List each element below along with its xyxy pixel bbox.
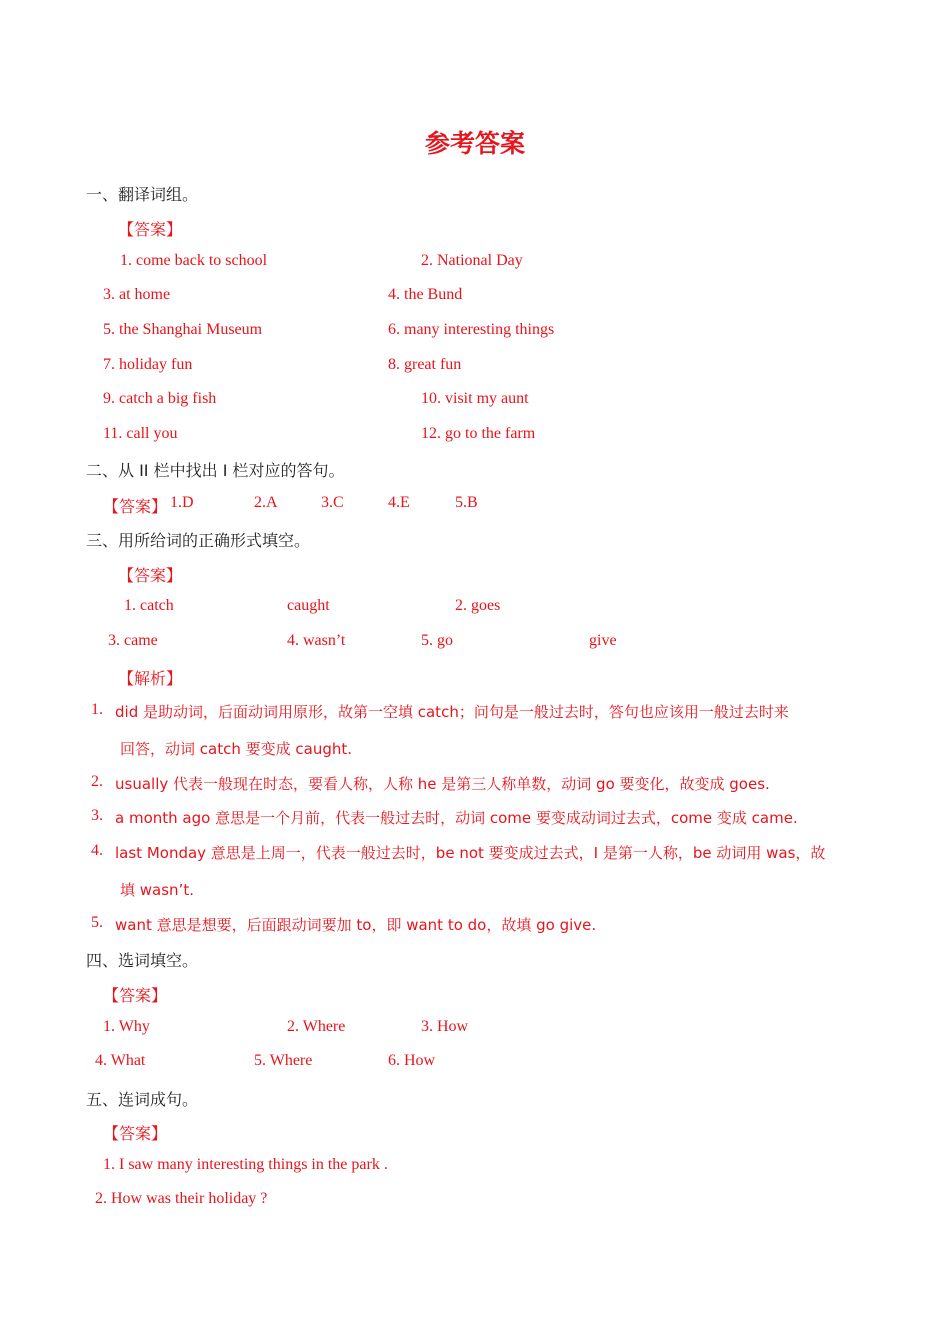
- s1-item-6: 6. many interesting things: [388, 321, 555, 338]
- s1-item-2: 2. National Day: [421, 252, 523, 269]
- s1-item-5: 5. the Shanghai Museum: [103, 321, 263, 338]
- section-3-heading: 三、用所给词的正确形式填空。: [86, 531, 311, 550]
- exp-4-number: 4.: [91, 842, 103, 859]
- exp-1-line-1: did 是助动词，后面动词用原形，故第一空填 catch；问句是一般过去时，答句也应该用一般过去时来: [115, 703, 789, 721]
- s3-item-3: 3. came: [108, 632, 158, 649]
- s4-item-2: 2. Where: [287, 1018, 346, 1035]
- s2-item-4: 4.E: [388, 494, 410, 511]
- section-2-heading: 二、从 II 栏中找出 I 栏对应的答句。: [86, 461, 345, 480]
- exp-4-line-1: last Monday 意思是上周一，代表一般过去时，be not 要变成过去式，I 是第一人称，be 动词用 was，故: [115, 844, 826, 862]
- exp-1-number: 1.: [91, 701, 103, 718]
- s1-item-7: 7. holiday fun: [103, 356, 193, 373]
- s1-item-11: 11. call you: [103, 425, 178, 442]
- s5-item-1: 1. I saw many interesting things in the park .: [103, 1156, 388, 1173]
- section-1-answer-tag: 【答案】: [118, 220, 183, 239]
- section-2-answer-tag: 【答案】: [103, 497, 168, 516]
- exp-5-number: 5.: [91, 914, 103, 931]
- s3-item-5b: give: [589, 632, 617, 649]
- exp-1-line-2: 回答，动词 catch 要变成 caught.: [120, 740, 353, 758]
- s1-item-4: 4. the Bund: [388, 286, 463, 303]
- s4-item-4: 4. What: [95, 1052, 146, 1069]
- exp-3-number: 3.: [91, 807, 103, 824]
- s1-item-8: 8. great fun: [388, 356, 462, 373]
- s1-item-9: 9. catch a big fish: [103, 390, 217, 407]
- s1-item-12: 12. go to the farm: [421, 425, 536, 442]
- section-4-answer-tag: 【答案】: [103, 986, 168, 1005]
- s4-item-6: 6. How: [388, 1052, 436, 1069]
- s4-item-1: 1. Why: [103, 1018, 150, 1035]
- s3-item-2: 2. goes: [455, 597, 501, 614]
- page-title: 参考答案: [424, 129, 525, 158]
- s2-item-1: 1.D: [170, 494, 194, 511]
- exp-4-line-2: 填 wasn’t.: [120, 881, 194, 899]
- s2-item-2: 2.A: [254, 494, 278, 511]
- s1-item-10: 10. visit my aunt: [421, 390, 529, 407]
- s2-item-5: 5.B: [455, 494, 478, 511]
- section-3-answer-tag: 【答案】: [118, 566, 183, 585]
- exp-5-line: want 意思是想要，后面跟动词要加 to，即 want to do，故填 go give.: [115, 916, 597, 934]
- s4-item-5: 5. Where: [254, 1052, 313, 1069]
- s3-item-5: 5. go: [421, 632, 453, 649]
- section-3-analysis-tag: 【解析】: [118, 669, 183, 688]
- s2-item-3: 3.C: [321, 494, 344, 511]
- s5-item-2: 2. How was their holiday ?: [95, 1190, 268, 1207]
- s1-item-3: 3. at home: [103, 286, 171, 303]
- s3-item-1: 1. catch: [124, 597, 174, 614]
- section-5-answer-tag: 【答案】: [103, 1124, 168, 1143]
- s4-item-3: 3. How: [421, 1018, 469, 1035]
- section-5-heading: 五、连词成句。: [86, 1090, 199, 1109]
- s3-item-1b: caught: [287, 597, 330, 614]
- exp-3-line: a month ago 意思是一个月前，代表一般过去时，动词 come 要变成动词过去式，come 变成 came.: [115, 809, 798, 827]
- exp-2-number: 2.: [91, 773, 103, 790]
- section-4-heading: 四、选词填空。: [86, 951, 199, 970]
- section-1-heading: 一、翻译词组。: [86, 185, 199, 204]
- s1-item-1: 1. come back to school: [120, 252, 268, 269]
- exp-2-line: usually 代表一般现在时态，要看人称，人称 he 是第三人称单数，动词 go 要变化，故变成 goes.: [115, 775, 770, 793]
- s3-item-4: 4. wasn’t: [287, 632, 346, 649]
